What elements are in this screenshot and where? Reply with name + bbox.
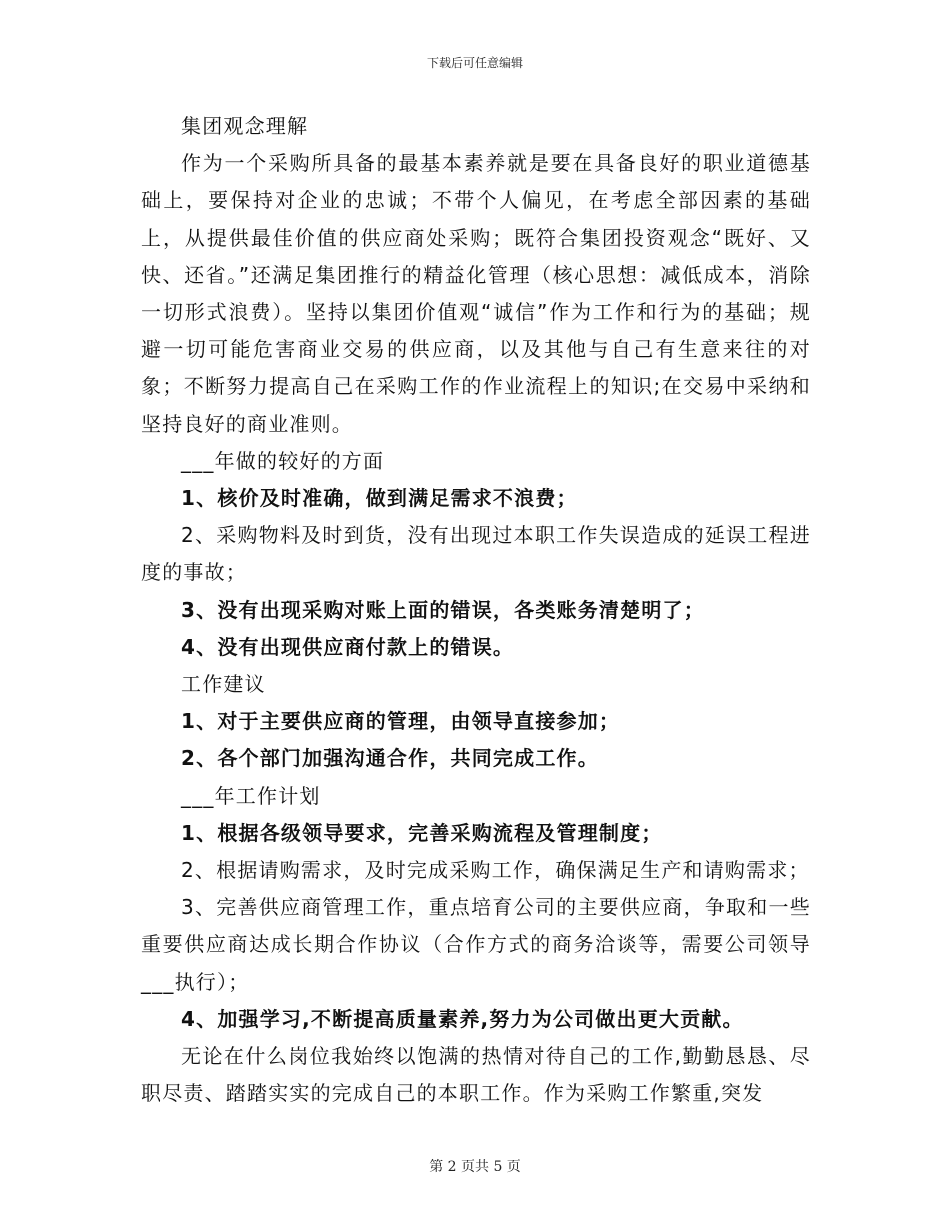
paragraph: 工作建议 <box>181 672 266 697</box>
document-body <box>141 108 811 1112</box>
paragraph: 集团观念理解 <box>181 114 309 138</box>
page-footer: 第 2 页共 5 页 <box>429 1159 521 1175</box>
paragraph: 作为一个采购所具备的最基本素养就是要在具备良好的职业道德基础上，要保持对企业的忠诚；不带个人偏见，在考虑全部因素的基础上，从提供最佳价值的供应商处采购；既符合集团投资观念“既好、又快、还省。”还满足集团推行的精益化管理（核心思想：减低成本，消除一切形式浪费）。坚持以集团价值观“诚信”作为工作和行为的基础；规避一切可能危害商业交易的供应商，以及其他与自己有生意来往的对象；不断努力提高自己在采购工作的作业流程上的知识;在交易中采纳和坚持良好的商业准则。 <box>141 151 811 436</box>
paragraph: 1、对于主要供应商的管理，由领导直接参加； <box>181 709 621 734</box>
page-header: 下载后可任意编辑 <box>426 56 523 70</box>
paragraph: 1、核价及时准确，做到满足需求不浪费； <box>181 486 578 511</box>
paragraph: 1、根据各级领导要求，完善采购流程及管理制度； <box>181 820 663 845</box>
paragraph: 3、没有出现采购对账上面的错误，各类账务清楚明了； <box>181 597 705 622</box>
paragraph: 4、加强学习,不断提高质量素养,努力为公司做出更大贡献。 <box>181 1006 744 1031</box>
paragraph: 2、各个部门加强沟通合作，共同完成工作。 <box>181 746 599 771</box>
paragraph: 2、根据请购需求，及时完成采购工作，确保满足生产和请购需求； <box>181 858 810 883</box>
paragraph: 无论在什么岗位我始终以饱满的热情对待自己的工作,勤勤恳恳、尽职尽责、踏踏实实的完成自己的本职工作。作为采购工作繁重,突发 <box>141 1044 811 1106</box>
paragraph: 4、没有出现供应商付款上的错误。 <box>181 634 515 659</box>
paragraph: 3、完善供应商管理工作，重点培育公司的主要供应商，争取和一些重要供应商达成长期合作协议（合作方式的商务洽谈等，需要公司领导___执行）； <box>141 895 811 994</box>
paragraph: ___年工作计划 <box>181 783 321 808</box>
paragraph: 2、采购物料及时到货，没有出现过本职工作失误造成的延误工程进度的事故； <box>141 523 811 585</box>
paragraph: ___年做的较好的方面 <box>181 448 385 473</box>
